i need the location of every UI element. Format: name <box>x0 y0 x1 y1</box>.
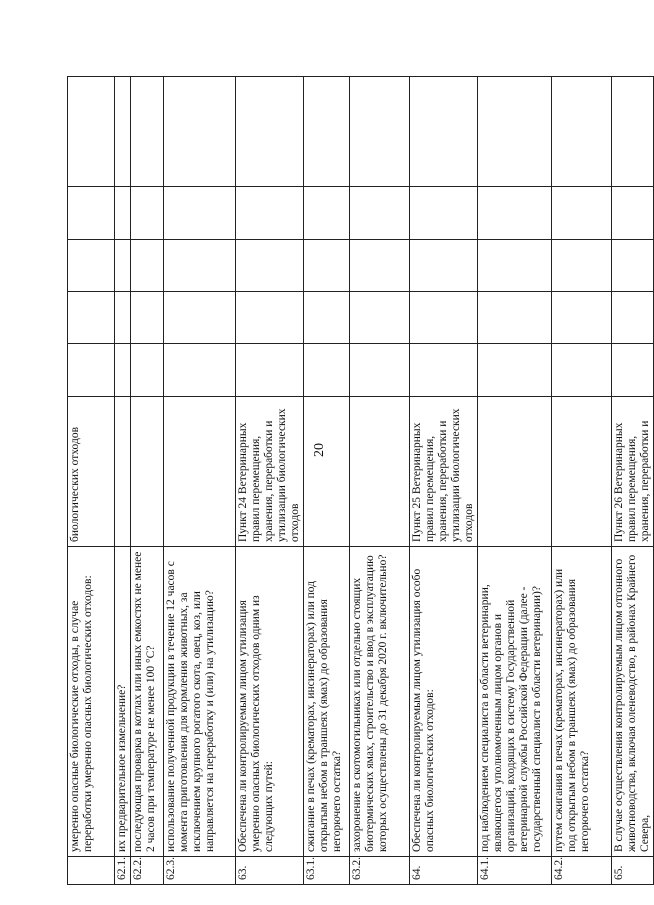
answer-cell <box>68 187 115 240</box>
answer-cell <box>131 292 164 344</box>
legal-reference: Пункт 24 Ветеринарных правил перемещения, хранения, переработки и утилизации биологических отходов <box>236 397 304 547</box>
row-number: 63. <box>236 857 304 885</box>
requirement-text: умеренно опасные биологические отходы, в случае переработки умеренно опасных биологических отходов: <box>68 547 115 857</box>
answer-cell <box>115 77 131 187</box>
table-row <box>552 77 612 885</box>
answer-cell <box>164 187 236 240</box>
answer-cell <box>304 344 350 397</box>
answer-cell <box>410 77 478 187</box>
answer-cell <box>410 240 478 292</box>
answer-cell <box>552 187 612 240</box>
requirement-text: под наблюдением специалиста в области ветеринарии, являющегося уполномоченным лицом органов и организаций, входящих в систему Государственной ветеринарной службы Российской Федерации (далее - государственный специалист в области ветеринарии)? <box>478 547 552 857</box>
table-row <box>236 77 304 885</box>
row-number: 64.2. <box>552 857 612 885</box>
answer-cell <box>552 240 612 292</box>
answer-cell <box>304 187 350 240</box>
answer-cell <box>478 292 552 344</box>
answer-cell <box>164 292 236 344</box>
answer-cell <box>350 240 410 292</box>
answer-cell <box>68 292 115 344</box>
answer-cell <box>131 240 164 292</box>
answer-cell <box>131 344 164 397</box>
checklist-table <box>67 76 654 885</box>
answer-cell <box>612 240 654 292</box>
answer-cell <box>164 77 236 187</box>
table-row <box>115 77 131 885</box>
table-row <box>304 77 350 885</box>
answer-cell <box>478 344 552 397</box>
answer-cell <box>304 292 350 344</box>
row-number: 65. <box>612 857 654 885</box>
table-row <box>612 77 654 885</box>
table-row <box>68 77 115 885</box>
requirement-text: сжигание в печах (крематорах, инсинераторах) или под открытым небом в траншеях (ямах) до образования негорючего остатка? <box>304 547 350 857</box>
answer-cell <box>350 344 410 397</box>
answer-cell <box>552 77 612 187</box>
answer-cell <box>236 187 304 240</box>
answer-cell <box>478 187 552 240</box>
legal-reference: Пункт 25 Ветеринарных правил перемещения, хранения, переработки и утилизации биологических отходов <box>410 397 478 547</box>
requirement-text: их предварительное измельчение? <box>115 547 131 857</box>
legal-reference <box>115 397 131 547</box>
row-number: 63.2. <box>350 857 410 885</box>
table-row <box>131 77 164 885</box>
answer-cell <box>350 187 410 240</box>
legal-reference <box>304 397 350 547</box>
answer-cell <box>350 292 410 344</box>
answer-cell <box>304 240 350 292</box>
requirement-text: последующая проварка в котлах или иных емкостях не менее 2 часов при температуре не менее 100 °C? <box>131 547 164 857</box>
answer-cell <box>236 292 304 344</box>
answer-cell <box>236 344 304 397</box>
row-number <box>68 857 115 885</box>
table-row <box>410 77 478 885</box>
table-row <box>478 77 552 885</box>
table-row <box>350 77 410 885</box>
answer-cell <box>478 240 552 292</box>
answer-cell <box>131 187 164 240</box>
checklist-body <box>68 77 654 885</box>
row-number: 62.2. <box>131 857 164 885</box>
legal-reference <box>350 397 410 547</box>
answer-cell <box>410 187 478 240</box>
legal-reference: биологических отходов <box>68 397 115 547</box>
requirement-text: Обеспечена ли контролируемым лицом утилизация особо опасных биологических отходов: <box>410 547 478 857</box>
row-number: 62.3. <box>164 857 236 885</box>
legal-reference <box>131 397 164 547</box>
requirement-text: Обеспечена ли контролируемым лицом утилизация умеренно опасных биологических отходов одним из следующих путей: <box>236 547 304 857</box>
requirement-text: В случае осуществления контролируемым лицом отгонного животноводства, включая оленеводство, в районах Крайнего Севера, <box>612 547 654 857</box>
answer-cell <box>68 344 115 397</box>
answer-cell <box>552 292 612 344</box>
answer-cell <box>115 240 131 292</box>
legal-reference <box>552 397 612 547</box>
answer-cell <box>410 344 478 397</box>
answer-cell <box>612 187 654 240</box>
rotated-sheet <box>67 77 651 885</box>
answer-cell <box>68 77 115 187</box>
answer-cell <box>115 187 131 240</box>
row-number: 63.1. <box>304 857 350 885</box>
legal-reference <box>478 397 552 547</box>
answer-cell <box>115 292 131 344</box>
page-number: 20 <box>312 443 327 457</box>
answer-cell <box>304 77 350 187</box>
legal-reference: Пункт 26 Ветеринарных правил перемещения, хранения, переработки и <box>612 397 654 547</box>
row-number: 64.1. <box>478 857 552 885</box>
answer-cell <box>236 240 304 292</box>
answer-cell <box>612 292 654 344</box>
answer-cell <box>612 77 654 187</box>
answer-cell <box>236 77 304 187</box>
answer-cell <box>478 77 552 187</box>
answer-cell <box>164 344 236 397</box>
row-number: 62.1. <box>115 857 131 885</box>
answer-cell <box>350 77 410 187</box>
table-row <box>164 77 236 885</box>
legal-reference <box>164 397 236 547</box>
requirement-text: путем сжигания в печах (крематорах, инсинераторах) или под открытым небом в траншеях (ямах) до образования негорючего остатка? <box>552 547 612 857</box>
answer-cell <box>612 344 654 397</box>
answer-cell <box>68 240 115 292</box>
answer-cell <box>115 344 131 397</box>
requirement-text: захоронение в скотомогильниках или отдельно стоящих биотермических ямах, строительство и ввод в эксплуатацию которых осуществлены до 31 декабря 2020 г. включительно? <box>350 547 410 857</box>
answer-cell <box>552 344 612 397</box>
row-number: 64. <box>410 857 478 885</box>
answer-cell <box>164 240 236 292</box>
requirement-text: использование полученной продукции в течение 12 часов с момента приготовления для кормления животных, за исключением крупного рогатого скота, овец, коз, или направляется на переработку и (или) на утилизацию? <box>164 547 236 857</box>
answer-cell <box>410 292 478 344</box>
answer-cell <box>131 77 164 187</box>
